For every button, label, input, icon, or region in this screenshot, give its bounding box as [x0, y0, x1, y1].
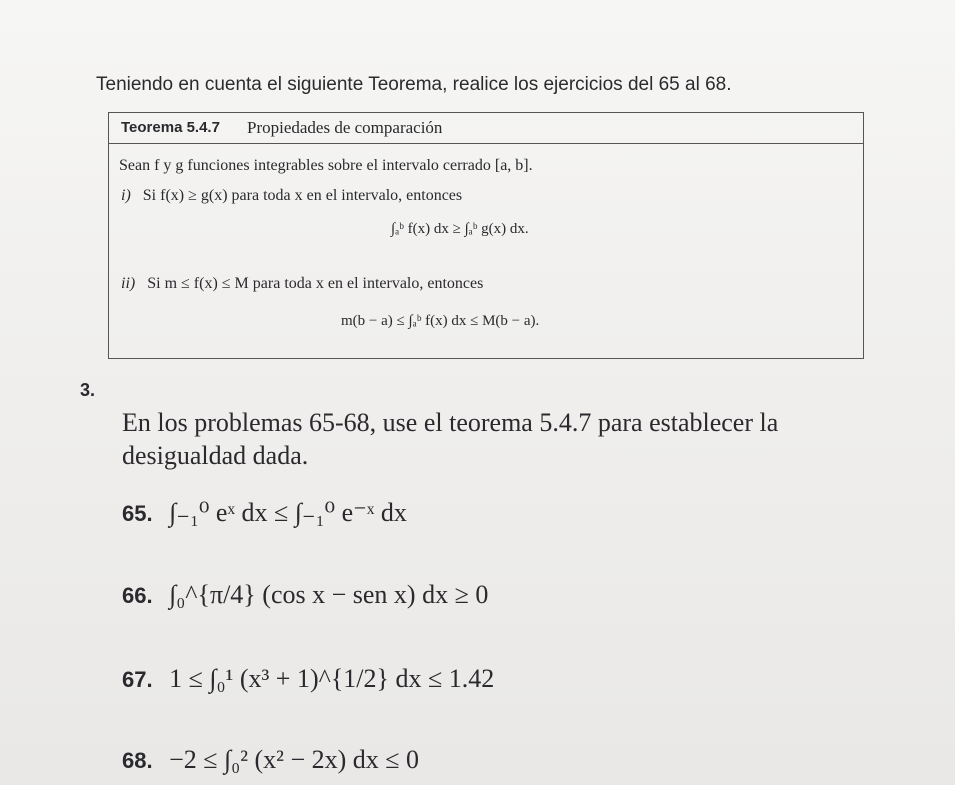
part-i-text: Si f(x) ≥ g(x) para toda x en el intervalo, entonces [142, 187, 463, 204]
theorem-hypothesis: Sean f y g funciones integrables sobre el intervalo cerrado [a, b]. [119, 157, 533, 174]
problem-formula: −2 ≤ ∫₀² (x² − 2x) dx ≤ 0 [169, 745, 420, 774]
problem-formula: ∫₀^{π/4} (cos x − sen x) dx ≥ 0 [169, 580, 489, 609]
part-ii [121, 275, 483, 293]
problem-66 [122, 580, 488, 610]
theorem-title: Propiedades de comparación [247, 118, 443, 137]
problem-67 [122, 664, 494, 694]
instructions-text: En los problemas 65-68, use el teorema 5.4.7 para establecer la desigualdad dada. [122, 408, 779, 470]
part-i [121, 187, 462, 205]
intro-text: Teniendo en cuenta el siguiente Teorema, realice los ejercicios del 65 al 68. [96, 74, 732, 95]
problem-formula: ∫₋₁⁰ eˣ dx ≤ ∫₋₁⁰ e⁻ˣ dx [169, 498, 407, 527]
problem-68 [122, 745, 419, 775]
theorem-box [108, 112, 864, 359]
problem-65 [122, 498, 407, 528]
part-i-label: i) [121, 187, 131, 204]
theorem-number: Teorema 5.4.7 [121, 119, 220, 136]
part-ii-label: ii) [121, 275, 136, 292]
part-ii-formula: m(b − a) ≤ ∫ₐᵇ f(x) dx ≤ M(b − a). [341, 313, 540, 329]
part-ii-text: Si m ≤ f(x) ≤ M para toda x en el intervalo, entonces [147, 275, 484, 292]
problem-number: 67. [122, 667, 153, 692]
problem-number: 65. [122, 501, 153, 526]
problem-number: 68. [122, 748, 153, 773]
section-label: 3. [80, 380, 96, 400]
part-i-formula: ∫ₐᵇ f(x) dx ≥ ∫ₐᵇ g(x) dx. [391, 221, 529, 237]
problem-number: 66. [122, 583, 153, 608]
problem-formula: 1 ≤ ∫₀¹ (x³ + 1)^{1/2} dx ≤ 1.42 [169, 664, 495, 693]
theorem-header [109, 113, 863, 144]
